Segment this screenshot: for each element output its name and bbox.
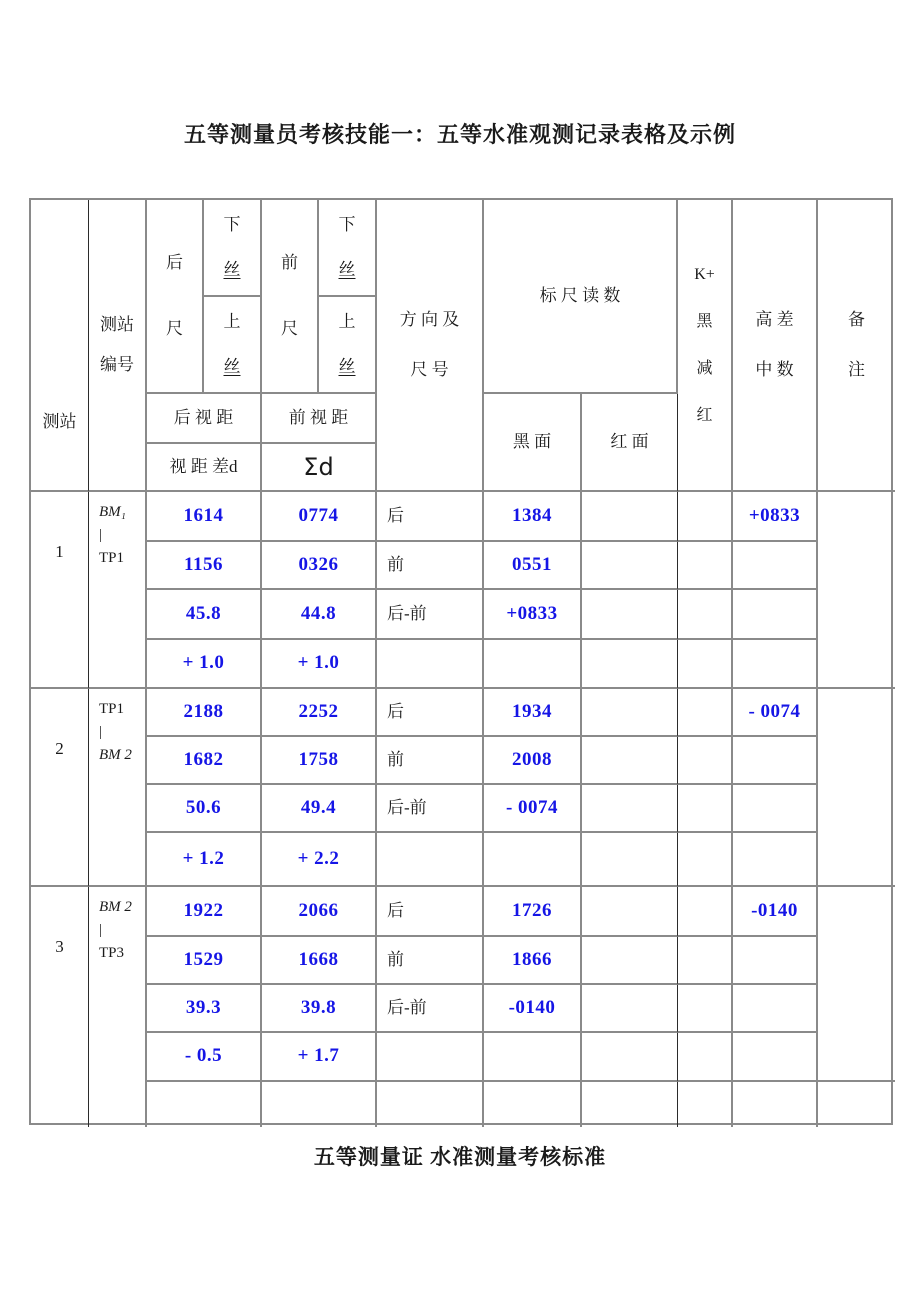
- front-value: 1668: [262, 937, 377, 985]
- red-face-value: [582, 737, 678, 785]
- k-check-value: [678, 737, 733, 785]
- mean-diff-value: [733, 640, 818, 689]
- mean-diff-value: -0140: [733, 887, 818, 937]
- header-station-no: 测站 编号: [89, 200, 147, 492]
- back-value: 1614: [147, 492, 262, 542]
- front-value: 2066: [262, 887, 377, 937]
- direction-label: [377, 1033, 484, 1082]
- station-points: BM₁ | TP1: [89, 492, 147, 689]
- black-face-value: [484, 640, 582, 689]
- sum-d-value: + 1.7: [262, 1033, 377, 1082]
- red-face-value: [582, 887, 678, 937]
- header-back-distance: 后 视 距: [147, 394, 262, 444]
- k-check-value: [678, 590, 733, 640]
- back-value: 1529: [147, 937, 262, 985]
- page-caption: 五等测量证 水准测量考核标准: [313, 1145, 607, 1169]
- front-value: 0774: [262, 492, 377, 542]
- red-face-value: [582, 785, 678, 833]
- mean-diff-value: - 0074: [733, 689, 818, 737]
- direction-label: 前: [377, 937, 484, 985]
- direction-label: [377, 833, 484, 887]
- front-distance-value: 49.4: [262, 785, 377, 833]
- station-points: TP1 | BM 2: [89, 689, 147, 887]
- red-face-value: [582, 937, 678, 985]
- k-check-value: [678, 833, 733, 887]
- front-distance-value: 39.8: [262, 985, 377, 1033]
- header-back-rod: 后 尺: [147, 200, 204, 394]
- header-direction: 方 向 及 尺 号: [377, 200, 484, 492]
- back-distance-value: 45.8: [147, 590, 262, 640]
- back-value: 1682: [147, 737, 262, 785]
- back-value: 1156: [147, 542, 262, 590]
- station-number: 1: [31, 492, 89, 689]
- empty-cell: [484, 1082, 582, 1127]
- header-mean-height-diff: 高 差 中 数: [733, 200, 818, 492]
- black-face-value: 2008: [484, 737, 582, 785]
- k-check-value: [678, 985, 733, 1033]
- header-station: 测站: [31, 200, 89, 492]
- distance-diff-value: - 0.5: [147, 1033, 262, 1082]
- empty-cell: [818, 1082, 895, 1127]
- red-face-value: [582, 492, 678, 542]
- direction-label: 后: [377, 492, 484, 542]
- red-face-value: [582, 985, 678, 1033]
- remark-cell: [818, 492, 895, 689]
- direction-label: 后: [377, 689, 484, 737]
- back-value: 1922: [147, 887, 262, 937]
- direction-label: 后-前: [377, 785, 484, 833]
- k-check-value: [678, 542, 733, 590]
- black-face-value: 0551: [484, 542, 582, 590]
- distance-diff-value: + 1.2: [147, 833, 262, 887]
- empty-cell: [147, 1082, 262, 1127]
- black-face-value: -0140: [484, 985, 582, 1033]
- empty-cell: [262, 1082, 377, 1127]
- empty-cell: [582, 1082, 678, 1127]
- k-check-value: [678, 689, 733, 737]
- back-distance-value: 50.6: [147, 785, 262, 833]
- mean-diff-value: [733, 737, 818, 785]
- header-red-face: 红 面: [582, 394, 678, 492]
- header-front-lower-wire: 下 丝: [319, 200, 377, 297]
- station-number: 2: [31, 689, 89, 887]
- empty-cell: [733, 1082, 818, 1127]
- direction-label: [377, 640, 484, 689]
- mean-diff-value: [733, 785, 818, 833]
- mean-diff-value: [733, 590, 818, 640]
- direction-label: 前: [377, 542, 484, 590]
- mean-diff-value: [733, 1033, 818, 1082]
- black-face-value: [484, 833, 582, 887]
- black-face-value: 1384: [484, 492, 582, 542]
- black-face-value: - 0074: [484, 785, 582, 833]
- empty-cell: [678, 1082, 733, 1127]
- red-face-value: [582, 542, 678, 590]
- k-check-value: [678, 785, 733, 833]
- header-remark: 备 注: [818, 200, 895, 492]
- k-check-value: [678, 887, 733, 937]
- front-value: 0326: [262, 542, 377, 590]
- direction-label: 前: [377, 737, 484, 785]
- mean-diff-value: [733, 833, 818, 887]
- header-rod-reading: 标 尺 读 数: [484, 200, 678, 394]
- direction-label: 后-前: [377, 590, 484, 640]
- front-value: 2252: [262, 689, 377, 737]
- remark-cell: [818, 887, 895, 1082]
- direction-label: 后: [377, 887, 484, 937]
- remark-cell: [818, 689, 895, 887]
- header-back-upper-wire: 上 丝: [204, 297, 262, 394]
- page-title: 五等测量员考核技能一：五等水准观测记录表格及示例: [183, 122, 736, 147]
- black-face-value: +0833: [484, 590, 582, 640]
- front-distance-value: 44.8: [262, 590, 377, 640]
- back-value: 2188: [147, 689, 262, 737]
- k-check-value: [678, 1033, 733, 1082]
- k-check-value: [678, 640, 733, 689]
- header-front-distance: 前 视 距: [262, 394, 377, 444]
- sum-d-value: + 2.2: [262, 833, 377, 887]
- red-face-value: [582, 1033, 678, 1082]
- header-black-face: 黑 面: [484, 394, 582, 492]
- red-face-value: [582, 640, 678, 689]
- header-sum-d: Σd: [262, 444, 377, 492]
- direction-label: 后-前: [377, 985, 484, 1033]
- header-front-rod: 前 尺: [262, 200, 319, 394]
- red-face-value: [582, 689, 678, 737]
- black-face-value: 1866: [484, 937, 582, 985]
- empty-cell: [377, 1082, 484, 1127]
- header-front-upper-wire: 上 丝: [319, 297, 377, 394]
- black-face-value: 1934: [484, 689, 582, 737]
- front-value: 1758: [262, 737, 377, 785]
- sum-d-value: + 1.0: [262, 640, 377, 689]
- header-k-black-minus-red: K+ 黑 减 红: [678, 200, 733, 492]
- k-check-value: [678, 937, 733, 985]
- station-points: BM 2 | TP3: [89, 887, 147, 1127]
- red-face-value: [582, 590, 678, 640]
- distance-diff-value: + 1.0: [147, 640, 262, 689]
- mean-diff-value: [733, 985, 818, 1033]
- black-face-value: 1726: [484, 887, 582, 937]
- mean-diff-value: [733, 937, 818, 985]
- k-check-value: [678, 492, 733, 542]
- leveling-record-table: [29, 198, 893, 1125]
- mean-diff-value: [733, 542, 818, 590]
- back-distance-value: 39.3: [147, 985, 262, 1033]
- red-face-value: [582, 833, 678, 887]
- header-distance-diff: 视 距 差d: [147, 444, 262, 492]
- black-face-value: [484, 1033, 582, 1082]
- mean-diff-value: +0833: [733, 492, 818, 542]
- station-number: 3: [31, 887, 89, 1127]
- header-back-lower-wire: 下 丝: [204, 200, 262, 297]
